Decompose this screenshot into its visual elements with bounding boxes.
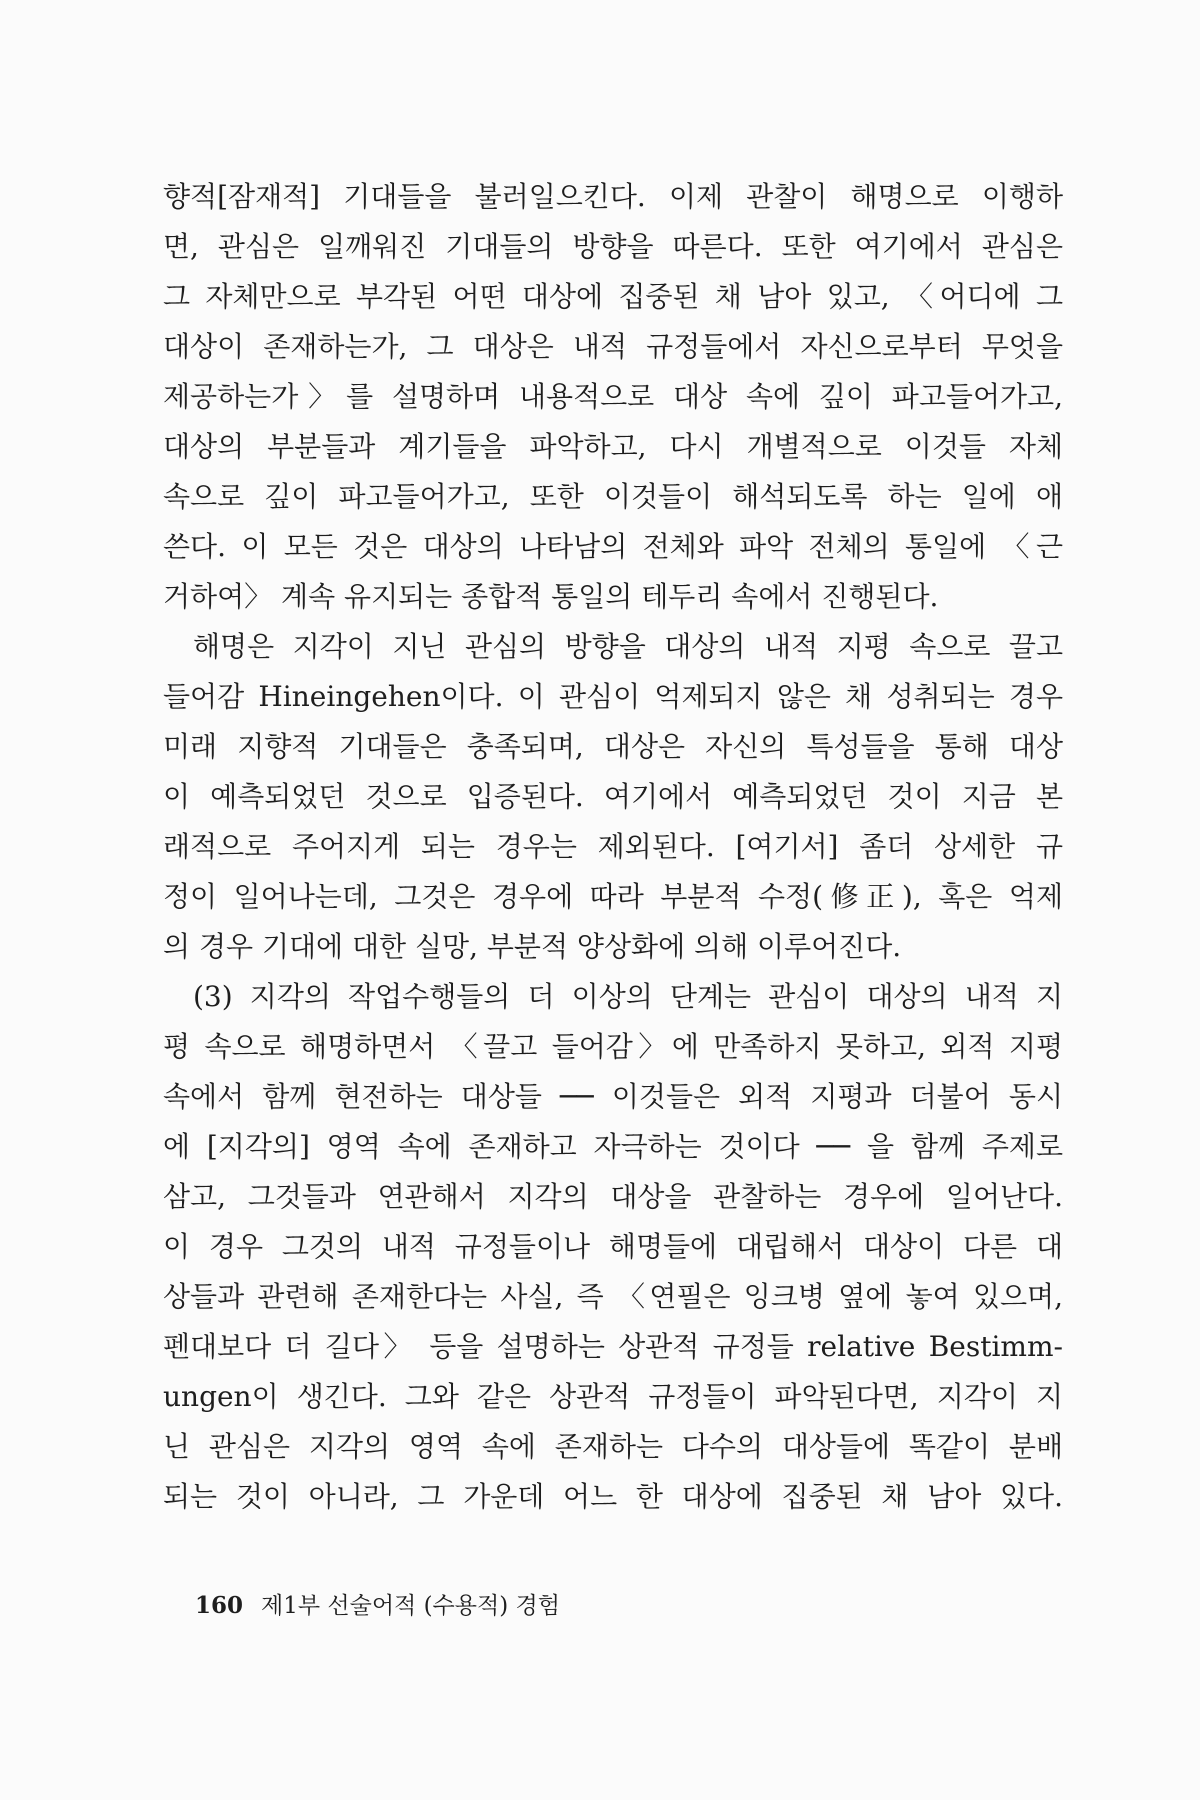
text-line: 대상의 부분들과 계기들을 파악하고, 다시 개별적으로 이것들 자체 (163, 430, 1063, 463)
page-footer (195, 1588, 560, 1624)
text-line: 되는 것이 아니라, 그 가운데 어느 한 대상에 집중된 채 남아 있다. (163, 1480, 1063, 1513)
text-line: 대상이 존재하는가, 그 대상은 내적 규정들에서 자신으로부터 무엇을 (163, 330, 1063, 363)
text-line: 속에서 함께 현전하는 대상들 ── 이것들은 외적 지평과 더불어 동시 (163, 1080, 1063, 1113)
text-line: 펜대보다 더 길다〉 등을 설명하는 상관적 규정들 relative Bestimm- (163, 1330, 1063, 1363)
text-line: 삼고, 그것들과 연관해서 지각의 대상을 관찰하는 경우에 일어난다. (163, 1180, 1063, 1213)
text-line: 이 경우 그것의 내적 규정들이나 해명들에 대립해서 대상이 다른 대 (163, 1230, 1063, 1263)
text-line: 정이 일어나는데, 그것은 경우에 따라 부분적 수정(修正), 혹은 억제 (163, 880, 1063, 913)
text-line: 닌 관심은 지각의 영역 속에 존재하는 다수의 대상들에 똑같이 분배 (163, 1430, 1063, 1463)
running-title: 제1부 선술어적 (수용적) 경험 (261, 1593, 560, 1619)
text-line: 의 경우 기대에 대한 실망, 부분적 양상화에 의해 이루어진다. (163, 930, 902, 963)
text-line: 해명은 지각이 지닌 관심의 방향을 대상의 내적 지평 속으로 끌고 (193, 630, 1063, 663)
text-line: (3) 지각의 작업수행들의 더 이상의 단계는 관심이 대상의 내적 지 (193, 980, 1063, 1013)
text-line: 들어감 Hineingehen이다. 이 관심이 억제되지 않은 채 성취되는 경우 (163, 680, 1063, 713)
text-line: 쓴다. 이 모든 것은 대상의 나타남의 전체와 파악 전체의 통일에 〈근 (163, 530, 1063, 563)
text-line: 거하여〉 계속 유지되는 종합적 통일의 테두리 속에서 진행된다. (163, 580, 939, 613)
text-line: ungen이 생긴다. 그와 같은 상관적 규정들이 파악된다면, 지각이 지 (163, 1380, 1063, 1413)
text-line: 그 자체만으로 부각된 어떤 대상에 집중된 채 남아 있고, 〈어디에 그 (163, 280, 1063, 313)
page-number: 160 (195, 1592, 244, 1619)
text-line: 미래 지향적 기대들은 충족되며, 대상은 자신의 특성들을 통해 대상 (163, 730, 1063, 763)
text-line: 이 예측되었던 것으로 입증된다. 여기에서 예측되었던 것이 지금 본 (163, 780, 1063, 813)
text-line: 에 [지각의] 영역 속에 존재하고 자극하는 것이다 ── 을 함께 주제로 (163, 1130, 1063, 1163)
text-line: 상들과 관련해 존재한다는 사실, 즉 〈연필은 잉크병 옆에 놓여 있으며, (163, 1280, 1063, 1313)
text-line: 평 속으로 해명하면서 〈끌고 들어감〉에 만족하지 못하고, 외적 지평 (163, 1030, 1063, 1063)
text-line: 향적[잠재적] 기대들을 불러일으킨다. 이제 관찰이 해명으로 이행하 (163, 180, 1063, 213)
text-line: 속으로 깊이 파고들어가고, 또한 이것들이 해석되도록 하는 일에 애 (163, 480, 1063, 513)
body-text (163, 172, 1063, 1522)
text-line: 면, 관심은 일깨워진 기대들의 방향을 따른다. 또한 여기에서 관심은 (163, 230, 1063, 263)
text-line: 래적으로 주어지게 되는 경우는 제외된다. [여기서] 좀더 상세한 규 (163, 830, 1063, 863)
text-line: 제공하는가〉를 설명하며 내용적으로 대상 속에 깊이 파고들어가고, (163, 380, 1063, 413)
